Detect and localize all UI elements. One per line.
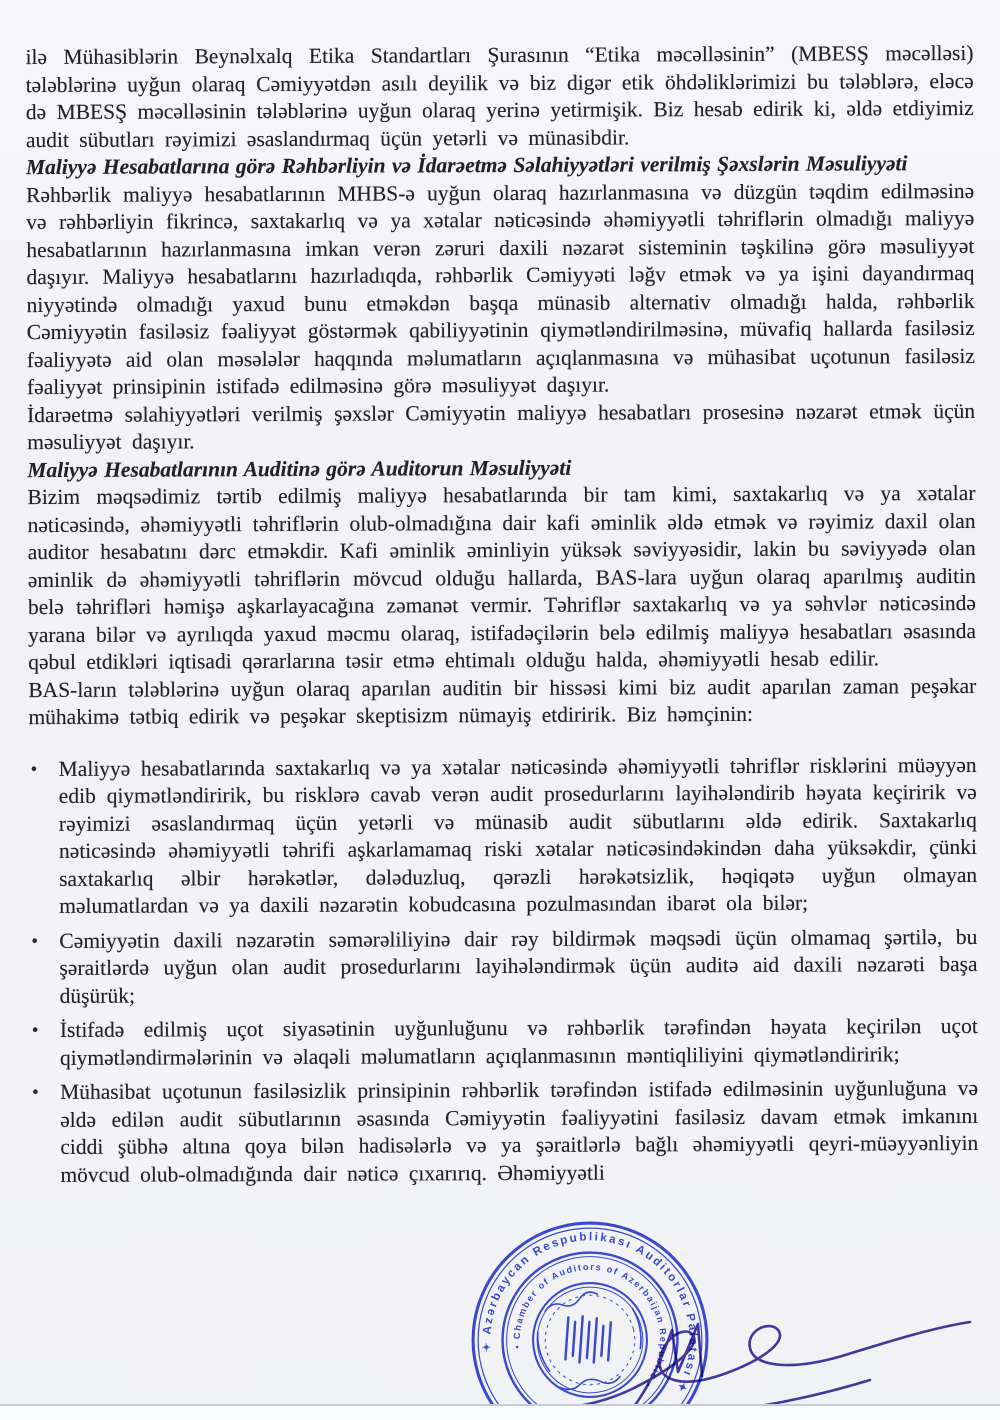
list-item-text: Cəmiyyətin daxili nəzarətin səmərəliliyinə dair rəy bildirmək məqsədi üçün olmamaq şərtilə, bu şəraitlərdə uyğun olan audit prosedurlarını layihələndirmək üçün auditə aid daxili nəzarəti başa düşürük;: [59, 924, 978, 1008]
scan-bottom-margin: [0, 1406, 1000, 1420]
list-item-text: Maliyyə hesabatlarında saxtakarlıq və ya xətalar nəticəsində əhəmiyyətli təhriflər risklərini müəyyən edib qiymətləndiririk, bu risklərə cavab verən audit prosedurlarını layihələndirib həyata keçiririk və rəyimizi əsaslandırmaq üçün yetərli və münasib audit sübutlarını əldə edirik. Saxtakarlıq nəticəsində əhəmiyyətli təhrifi aşkarlamamaq riski xətalar nəticəsindəkindən daha yüksəkdir, çünki saxtakarlıq əlbir hərəkətlər, dələduzluq, qərəzli hərəkətsizlik, həqiqətə uyğun olmayan məlumatlardan və ya daxili nəzarətin kobudcasına pozulmasından ibarət ola bilər;: [58, 752, 978, 918]
list-item: [29, 923, 977, 1010]
bullet-icon: •: [31, 1020, 39, 1042]
list-item: [29, 751, 978, 920]
stamp-outer-ring-text: ✦ Azərbaycan Respublikası Auditorlar Palatası ✦: [480, 1230, 700, 1397]
stamp-middle-ring-text: • Chamber of Auditors of Azerbaijan Republic •: [511, 1261, 669, 1391]
paragraph-management-responsibility: Rəhbərlik maliyyə hesabatlarının MHBS-ə uyğun olaraq hazırlanmasına və düzgün təqdim edilməsinə və rəhbərliyin fikrincə, saxtakarlıq və ya xətalar nəticəsində əhəmiyyətli təhriflərin olmadığı maliyyə hesabatlarının hazırlanmasına imkan verən zəruri daxili nəzarət sisteminin təşkilinə görə məsuliyyət daşıyır. Maliyyə hesabatlarını hazırladıqda, rəhbərlik Cəmiyyəti ləğv etmək və ya işini dayandırmaq niyyətində olmadığı yaxud bunu etməkdən başqa münasib alternativ olmadığı halda, rəhbərlik Cəmiyyətin fasiləsiz fəaliyyət göstərmək qabiliyyətinin qiymətləndirilməsinə, müvafiq hallarda fasiləsiz fəaliyyətə aid olan məsələlər haqqında məlumatların açıqlanmasına və mühasibat uçotunun fasiləsiz fəaliyyət prinsipinin istifadə edilməsinə görə məsuliyyət daşıyır.: [26, 178, 975, 400]
bullet-icon: •: [30, 758, 38, 780]
list-item-text: Mühasibat uçotunun fasiləsizlik prinsipinin rəhbərlik tərəfindən istifadə edilməsinin uyğunluğuna və əldə edilən audit sübutlarının əsasında Cəmiyyətin fəaliyyətini fasiləsiz davam etmək imkanını ciddi şübhə altına qoya bilən hadisələrlə və ya şəraitlərlə bağlı əhəmiyyətli qeyri-müəyyənliyin mövcud olub-olmadığında dair nəticə çıxarırıq. Əhəmiyyətli: [60, 1075, 979, 1187]
bullet-icon: •: [32, 1082, 39, 1104]
list-item: [30, 1075, 978, 1189]
audit-procedures-list: [29, 751, 979, 1189]
paragraph-bas-professional-judgement: BAS-ların tələblərinə uyğun olaraq aparılan auditin bir hissəsi kimi biz audit aparılan zaman peşəkar mühakimə tətbiq edirik və peşəkar skeptisizm nümayiş etdiririk. Biz həmçinin:: [28, 673, 977, 730]
bullet-icon: •: [31, 930, 39, 952]
paragraph-governance-oversight: İdarəetmə səlahiyyətləri verilmiş şəxslər Cəmiyyətin maliyyə hesabatları prosesinə nəzarət etmək üçün məsuliyyət daşıyır.: [27, 398, 976, 455]
paragraph-audit-objective: Bizim məqsədimiz tərtib edilmiş maliyyə hesabatlarında bir tam kimi, saxtakarlıq və ya xətalar nəticəsində, əhəmiyyətli təhriflərin olub-olmadığına dair kafi əminlik əldə etmək və rəyimiz daxil olan auditor hesabatını dərc etməkdir. Kafi əminlik əminliyin yüksək səviyyəsidir, lakin bu səviyyədə olan əminlik də əhəmiyyətli təhriflərin mövcud olduğu hallarda, BAS-lara uyğun olaraq aparılmış auditin belə təhrifləri həmişə aşkarlayacağına zəmanət vermir. Təhriflər saxtakarlıq və ya səhvlər nəticəsində yarana bilər və ayrılıqda yaxud məcmu olaraq, istifadəçilərin belə edilmiş maliyyə hesabatları əsasında qəbul etdikləri iqtisadi qərarlarına təsir etmə ehtimalı olduğu halda, əhəmiyyətli hesab edilir.: [27, 480, 977, 675]
page-text-column: [25, 40, 978, 1196]
list-item-text: İstifadə edilmiş uçot siyasətinin uyğunluğunu və rəhbərlik tərəfindən həyata keçirilən uçot qiymətləndirmələrinin və əlaqəli məlumatların açıqlanmasının məntiqliliyini qiymətləndiririk;: [59, 1013, 978, 1070]
list-item: [30, 1013, 978, 1072]
heading-auditor-responsibility: Maliyyə Hesabatlarının Auditinə görə Auditorun Məsuliyyəti: [27, 455, 572, 482]
heading-management-responsibility: Maliyyə Hesabatlarına görə Rəhbərliyin və İdarəetmə Səlahiyyətləri verilmiş Şəxslərin Məsuliyyəti: [25, 151, 908, 180]
paragraph-ethics-independence: ilə Mühasiblərin Beynəlxalq Etika Standartları Şurasının “Etika məcəlləsinin” (MBESŞ məcəlləsi) tələblərinə uyğun olaraq Cəmiyyətdən asılı deyilik və biz digər etik öhdəliklərimizi bu tələblərə, eləcə də MBESŞ məcəlləsinin tələblərinə uyğun olaraq yerinə yetirmişik. Biz hesab edirik ki, əldə etdiyimiz audit sübutları rəyimizi əsaslandırmaq üçün yetərli və münasibdir.: [25, 40, 974, 152]
